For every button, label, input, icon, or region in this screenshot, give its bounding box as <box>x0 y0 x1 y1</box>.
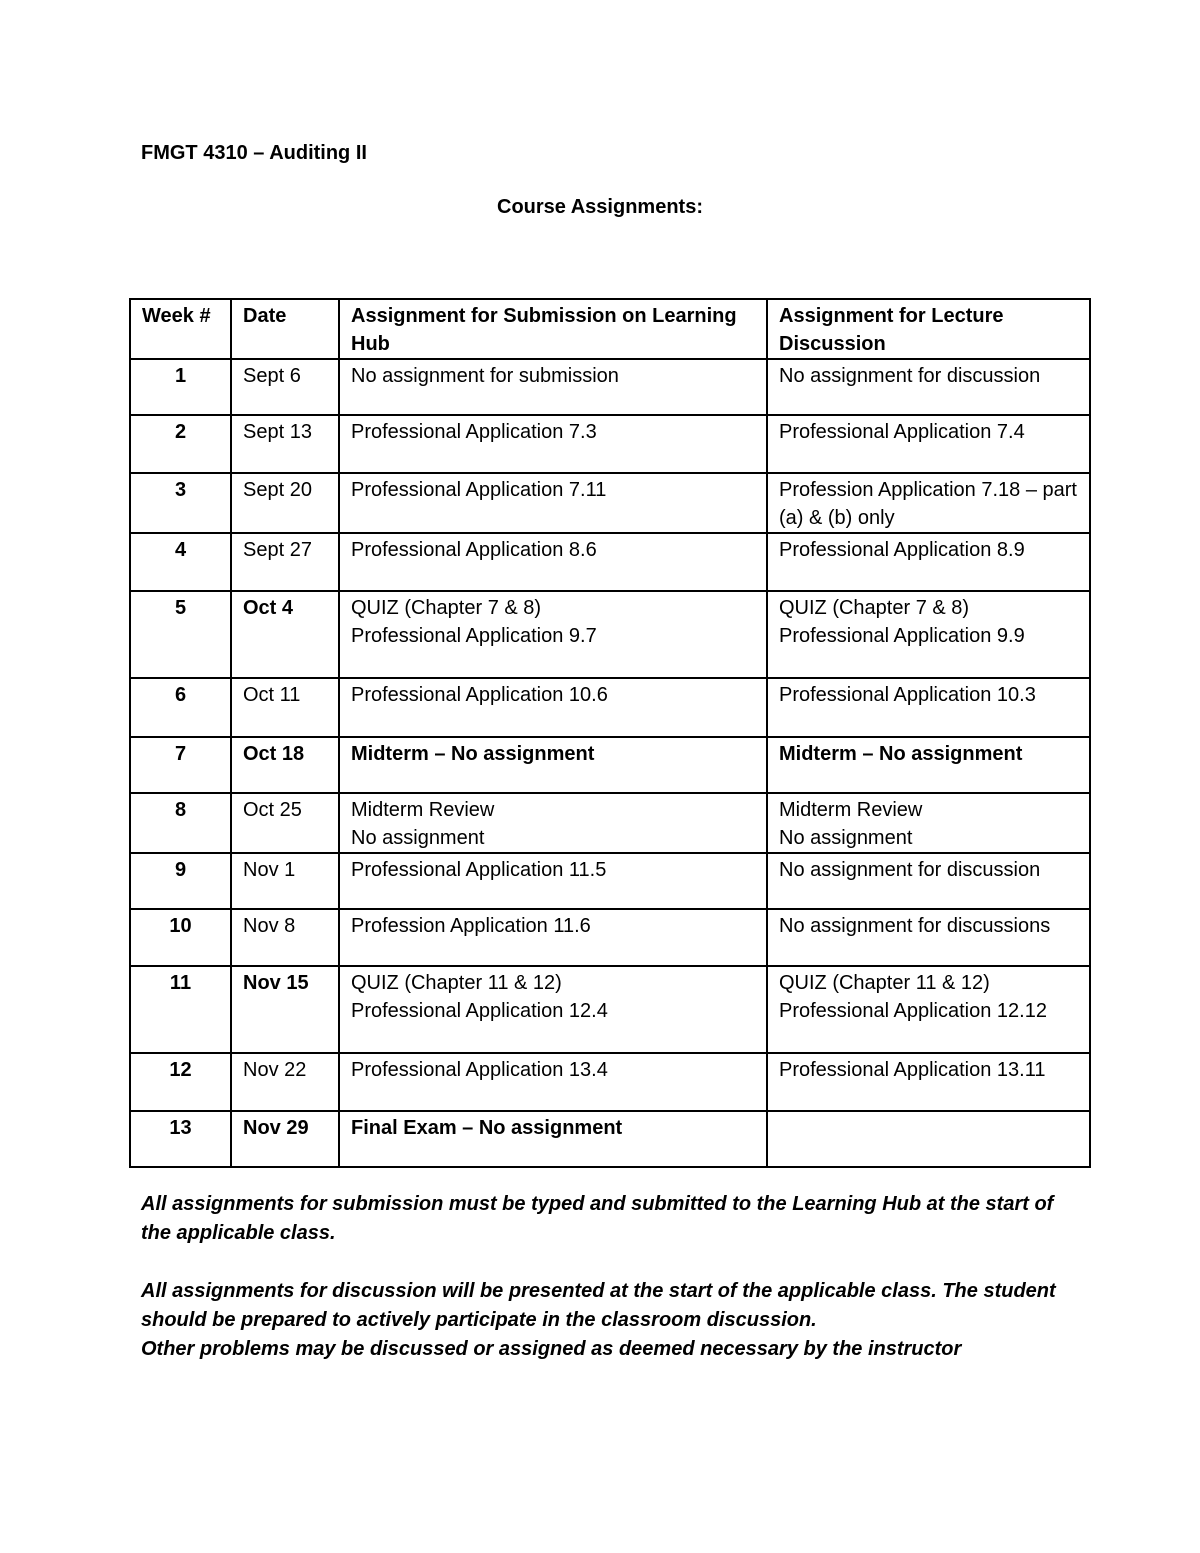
table-row <box>130 359 1090 415</box>
discussion-cell <box>767 966 1090 1053</box>
submission-text: No assignment <box>351 827 485 849</box>
week-cell: 13 <box>130 1111 231 1167</box>
table-header-row <box>130 299 1090 359</box>
discussion-text: QUIZ (Chapter 7 & 8) <box>779 597 970 619</box>
submission-text: Professional Application 12.4 <box>351 1000 608 1022</box>
submission-text: Midterm – No assignment <box>351 743 595 765</box>
submission-cell <box>339 359 767 415</box>
date-cell: Oct 4 <box>231 591 339 678</box>
discussion-text: Professional Application 7.4 <box>779 421 1025 443</box>
submission-note: All assignments for submission must be typed and submitted to the Learning Hub at the start of the applicable class. <box>141 1193 1054 1244</box>
header-week: Week # <box>130 299 231 359</box>
submission-text: No assignment for submission <box>351 365 619 387</box>
submission-text: QUIZ (Chapter 7 & 8) <box>351 597 542 619</box>
submission-text: Professional Application 11.5 <box>351 859 607 881</box>
submission-text: Final Exam – No assignment <box>351 1117 623 1139</box>
discussion-cell <box>767 415 1090 473</box>
date-cell: Sept 6 <box>231 359 339 415</box>
submission-cell <box>339 1111 767 1167</box>
date-cell: Nov 15 <box>231 966 339 1053</box>
week-cell: 1 <box>130 359 231 415</box>
submission-cell <box>339 966 767 1053</box>
discussion-cell <box>767 359 1090 415</box>
other-note: Other problems may be discussed or assigned as deemed necessary by the instructor <box>141 1338 962 1360</box>
discussion-text: QUIZ (Chapter 11 & 12) <box>779 972 990 994</box>
table-row <box>130 591 1090 678</box>
week-cell: 12 <box>130 1053 231 1111</box>
date-cell: Nov 29 <box>231 1111 339 1167</box>
submission-cell <box>339 415 767 473</box>
discussion-cell <box>767 909 1090 966</box>
discussion-cell <box>767 533 1090 591</box>
date-cell: Sept 27 <box>231 533 339 591</box>
submission-cell <box>339 853 767 909</box>
discussion-text: Profession Application 7.18 – part (a) & (b) only <box>779 479 1077 529</box>
discussion-text: Professional Application 8.9 <box>779 539 1025 561</box>
table-row <box>130 853 1090 909</box>
submission-text: Midterm Review <box>351 799 495 821</box>
discussion-text: Midterm Review <box>779 799 923 821</box>
submission-text: Profession Application 11.6 <box>351 915 591 937</box>
discussion-cell <box>767 1111 1090 1167</box>
submission-text: Professional Application 7.3 <box>351 421 597 443</box>
discussion-text: No assignment for discussion <box>779 365 1041 387</box>
discussion-text: Professional Application 13.11 <box>779 1059 1046 1081</box>
submission-text: Professional Application 8.6 <box>351 539 597 561</box>
week-cell: 2 <box>130 415 231 473</box>
submission-text: Professional Application 7.11 <box>351 479 607 501</box>
table-row <box>130 966 1090 1053</box>
submission-text: Professional Application 13.4 <box>351 1059 608 1081</box>
week-cell: 3 <box>130 473 231 533</box>
submission-cell <box>339 909 767 966</box>
submission-cell <box>339 793 767 853</box>
table-row <box>130 415 1090 473</box>
course-title: FMGT 4310 – Auditing II <box>141 142 367 164</box>
submission-text: Professional Application 9.7 <box>351 625 597 647</box>
section-title: Course Assignments: <box>497 196 703 218</box>
discussion-text: Professional Application 10.3 <box>779 684 1036 706</box>
discussion-cell <box>767 853 1090 909</box>
table-row <box>130 1053 1090 1111</box>
header-submission: Assignment for Submission on Learning Hub <box>339 299 767 359</box>
submission-cell <box>339 1053 767 1111</box>
date-cell: Nov 8 <box>231 909 339 966</box>
week-cell: 7 <box>130 737 231 793</box>
table-row <box>130 533 1090 591</box>
discussion-cell <box>767 737 1090 793</box>
submission-text: Professional Application 10.6 <box>351 684 608 706</box>
submission-cell <box>339 678 767 737</box>
discussion-cell <box>767 678 1090 737</box>
discussion-text: Professional Application 12.12 <box>779 1000 1047 1022</box>
discussion-cell <box>767 1053 1090 1111</box>
table-row <box>130 473 1090 533</box>
table-row <box>130 678 1090 737</box>
date-cell: Sept 20 <box>231 473 339 533</box>
date-cell: Sept 13 <box>231 415 339 473</box>
assignment-schedule-table <box>129 298 1091 1168</box>
table-row <box>130 737 1090 793</box>
week-cell: 10 <box>130 909 231 966</box>
discussion-cell <box>767 793 1090 853</box>
assignment-notes <box>141 1190 1081 1364</box>
table-row <box>130 909 1090 966</box>
discussion-text: Professional Application 9.9 <box>779 625 1025 647</box>
week-cell: 11 <box>130 966 231 1053</box>
submission-cell <box>339 533 767 591</box>
date-cell: Nov 1 <box>231 853 339 909</box>
header-discussion: Assignment for Lecture Discussion <box>767 299 1090 359</box>
date-cell: Oct 25 <box>231 793 339 853</box>
table-row <box>130 1111 1090 1167</box>
discussion-note: All assignments for discussion will be presented at the start of the applicable class. The student should be prepared to actively participate in the classroom discussion. <box>141 1280 1056 1331</box>
discussion-cell <box>767 473 1090 533</box>
date-cell: Oct 18 <box>231 737 339 793</box>
discussion-text: No assignment for discussions <box>779 915 1051 937</box>
week-cell: 8 <box>130 793 231 853</box>
header-date: Date <box>231 299 339 359</box>
discussion-cell <box>767 591 1090 678</box>
discussion-text: No assignment <box>779 827 913 849</box>
discussion-text: Midterm – No assignment <box>779 743 1023 765</box>
week-cell: 5 <box>130 591 231 678</box>
submission-cell <box>339 591 767 678</box>
week-cell: 9 <box>130 853 231 909</box>
discussion-text: No assignment for discussion <box>779 859 1041 881</box>
submission-text: QUIZ (Chapter 11 & 12) <box>351 972 562 994</box>
submission-cell <box>339 473 767 533</box>
date-cell: Nov 22 <box>231 1053 339 1111</box>
table-row <box>130 793 1090 853</box>
date-cell: Oct 11 <box>231 678 339 737</box>
week-cell: 6 <box>130 678 231 737</box>
week-cell: 4 <box>130 533 231 591</box>
submission-cell <box>339 737 767 793</box>
